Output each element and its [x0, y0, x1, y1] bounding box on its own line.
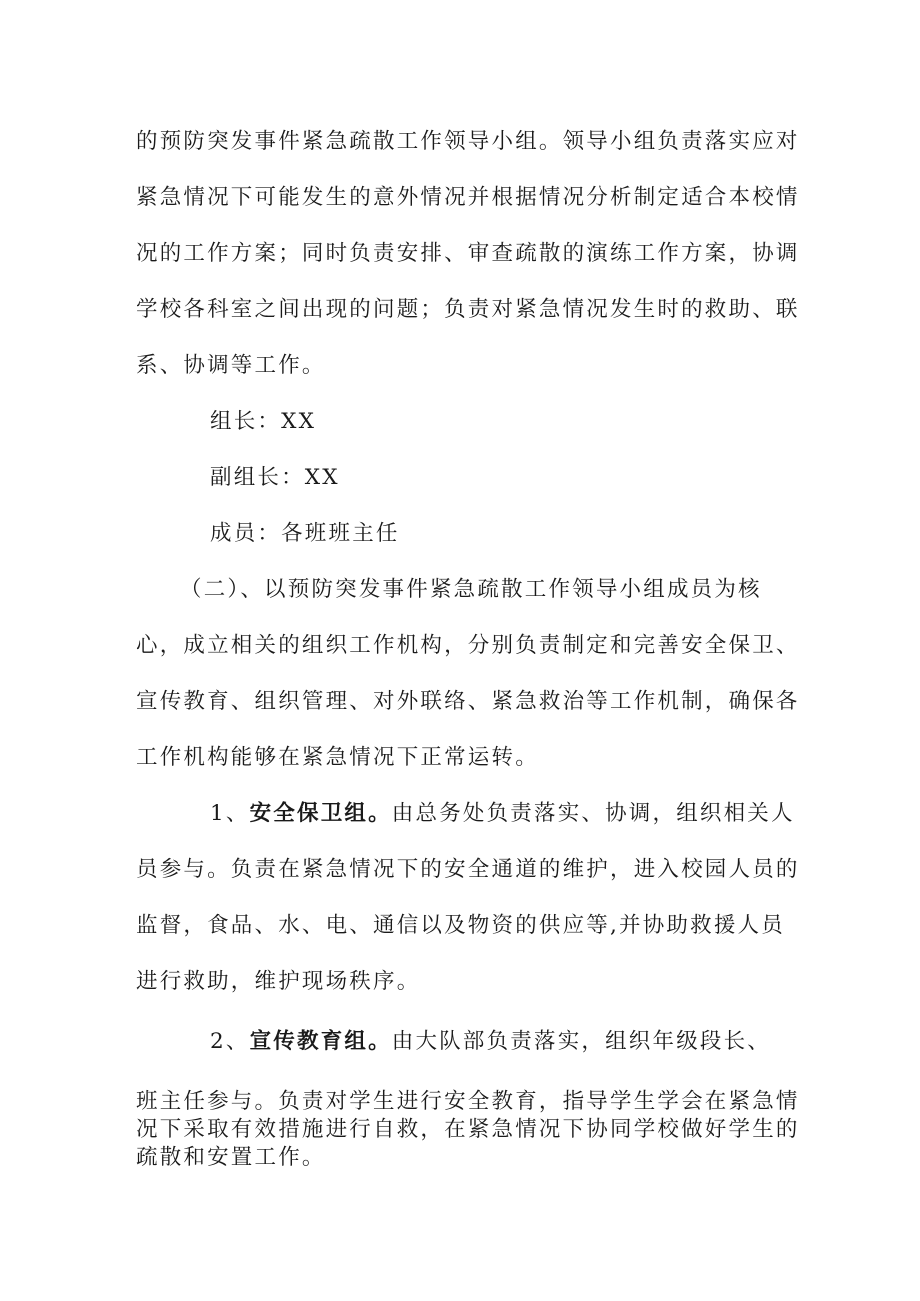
section-heading-line [210, 1028, 870, 1056]
section-title: 安全保卫组。 [249, 801, 392, 826]
paragraph-line: 宣传教育、组织管理、对外联络、紧急救治等工作机制，确保各 [136, 689, 800, 714]
section-text: 由总务处负责落实、协调，组织相关人 [391, 801, 795, 826]
paragraph-line: 班主任参与。负责对学生进行安全教育，指导学生学会在紧急情 [136, 1089, 800, 1114]
paragraph-line: 心，成立相关的组织工作机构，分别负责制定和完善安全保卫、 [136, 633, 800, 658]
paragraph-line: 监督，食品、水、电、通信以及物资的供应等,并协助救援人员 [136, 913, 785, 938]
paragraph-line: 员参与。负责在紧急情况下的安全通道的维护，进入校园人员的 [136, 857, 800, 882]
paragraph-line: 的预防突发事件紧急疏散工作领导小组。领导小组负责落实应对 [136, 129, 800, 154]
section-title: 宣传教育组。 [249, 1029, 392, 1054]
paragraph-line: （二）、以预防突发事件紧急疏散工作领导小组成员为核 [180, 577, 762, 602]
section-heading-line [210, 800, 870, 828]
section-number: 2、 [210, 1029, 250, 1054]
section-text: 由大队部负责落实，组织年级段长、 [391, 1029, 771, 1054]
paragraph-line: 疏散和安置工作。 [136, 1145, 326, 1170]
paragraph-line: 工作机构能够在紧急情况下正常运转。 [136, 745, 539, 770]
paragraph-line: 况下采取有效措施进行自救，在紧急情况下协同学校做好学生的 [136, 1117, 800, 1142]
paragraph-line: 学校各科室之间出现的问题；负责对紧急情况发生时的救助、联 [136, 297, 800, 322]
members-line: 成员：各班班主任 [210, 521, 400, 546]
deputy-leader-line: 副组长：XX [210, 465, 340, 490]
section-number: 1、 [210, 801, 250, 826]
paragraph-line: 进行救助，维护现场秩序。 [136, 969, 421, 994]
paragraph-line: 况的工作方案；同时负责安排、审查疏散的演练工作方案，协调 [136, 241, 800, 266]
paragraph-line: 系、协调等工作。 [136, 353, 326, 378]
paragraph-line: 紧急情况下可能发生的意外情况并根据情况分析制定适合本校情 [136, 185, 800, 210]
leader-line: 组长：XX [210, 409, 317, 434]
